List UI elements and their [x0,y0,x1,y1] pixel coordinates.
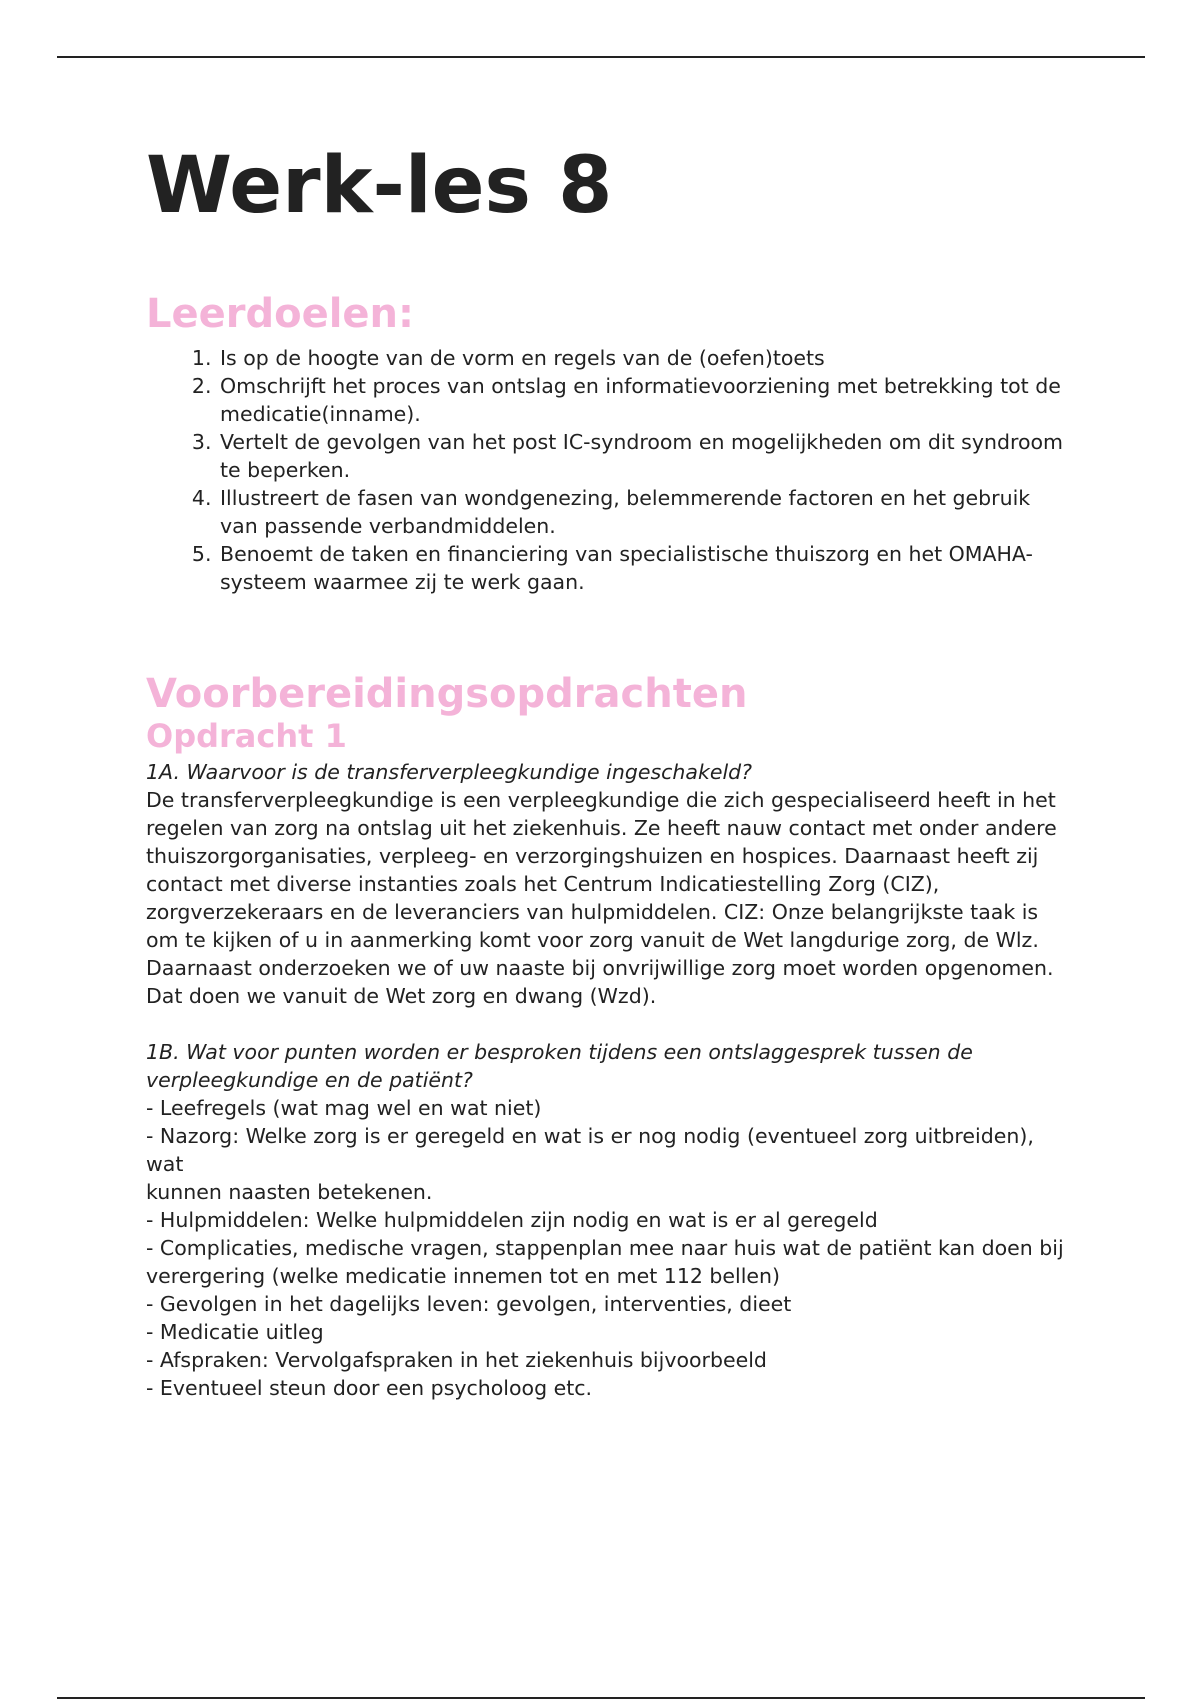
leerdoel-item: 5. Benoemt de taken en financiering van specialistische thuiszorg en het OMAHA-systeem waarmee zij te werk gaan. [218,540,1066,596]
question-1b: 1B. Wat voor punten worden er besproken tijdens een ontslaggesprek tussen de verpleegkundige en de patiënt? [146,1040,973,1093]
answer-1b-line: - Afspraken: Vervolgafspraken in het ziekenhuis bijvoorbeeld [146,1348,767,1373]
answer-1a: De transferverpleegkundige is een verpleegkundige die zich gespecialiseerd heeft in het regelen van zorg na ontslag uit het ziekenhuis. Ze heeft nauw contact met onder andere thuiszorgorganisaties, verpleeg- en verzorgingshuizen en hospices. Daarnaast heeft zij contact met diverse instanties zoals het Centrum Indicatiestelling Zorg (CIZ), zorgverzekeraars en de leveranciers van hulpmiddelen. CIZ: Onze belangrijkste taak is om te kijken of u in aanmerking komt voor zorg vanuit de Wet langdurige zorg, de Wlz. Daarnaast onderzoeken we of uw naaste bij onvrijwillige zorg moet worden opgenomen. Dat doen we vanuit de Wet zorg en dwang (Wzd). [146,788,1057,1009]
bottom-rule [57,1697,1145,1699]
answer-1b [146,1094,1066,1402]
answer-1b-line: - Medicatie uitleg [146,1320,324,1345]
question-1a: 1A. Waarvoor is de transferverpleegkundige ingeschakeld? [146,760,753,785]
answer-1b-line: - Complicaties, medische vragen, stappenplan mee naar huis wat de patiënt kan doen bij [146,1236,1064,1261]
answer-1b-line: kunnen naasten betekenen. [146,1180,433,1205]
answer-1b-line: - Hulpmiddelen: Welke hulpmiddelen zijn nodig en wat is er al geregeld [146,1208,878,1233]
leerdoel-item: 2. Omschrijft het proces van ontslag en informatievoorziening met betrekking tot de medicatie(inname). [218,372,1066,428]
leerdoel-item: 1. Is op de hoogte van de vorm en regels van de (oefen)toets [218,344,1066,372]
leerdoelen-heading: Leerdoelen: [146,290,415,337]
answer-1b-line: - Gevolgen in het dagelijks leven: gevolgen, interventies, dieet [146,1292,792,1317]
answer-1b-line: - Nazorg: Welke zorg is er geregeld en wat is er nog nodig (eventueel zorg uitbreiden), wat [146,1124,1034,1177]
answer-1b-line: verergering (welke medicatie innemen tot en met 112 bellen) [146,1264,781,1289]
answer-1b-line: - Eventueel steun door een psycholoog etc. [146,1376,593,1401]
leerdoelen-list [146,344,1066,596]
answer-1b-line: - Leefregels (wat mag wel en wat niet) [146,1096,542,1121]
document-title: Werk-les 8 [146,141,613,231]
document-content [146,140,1066,1402]
leerdoel-item: 3. Vertelt de gevolgen van het post IC-syndroom en mogelijkheden om dit syndroom te beperken. [218,428,1066,484]
opdracht-1-heading: Opdracht 1 [146,716,347,755]
top-rule [57,56,1145,58]
leerdoel-item: 4. Illustreert de fasen van wondgenezing, belemmerende factoren en het gebruik van passende verbandmiddelen. [218,484,1066,540]
voorbereidingsopdrachten-heading: Voorbereidingsopdrachten [146,670,748,717]
